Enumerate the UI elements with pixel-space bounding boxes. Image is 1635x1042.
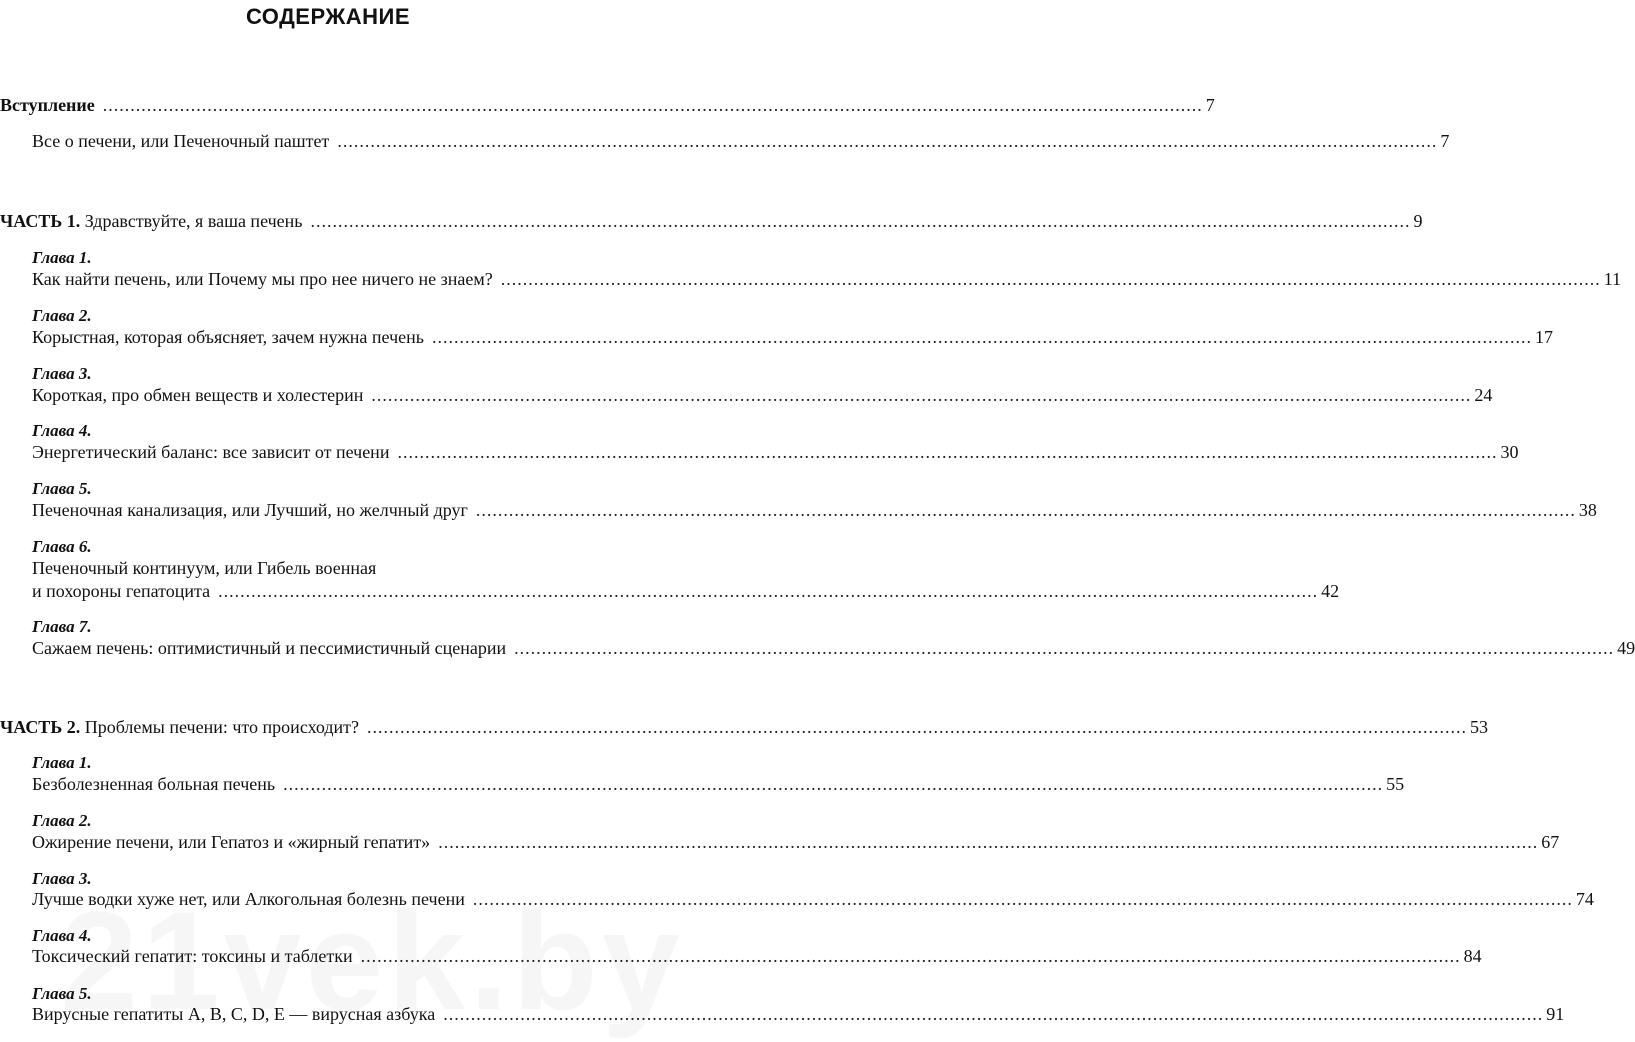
toc-entry-label: Здравствуйте, я ваша печень [84,211,303,231]
toc-entry-label: Как найти печень, или Почему мы про нее ничего не знаем? [32,269,493,289]
chapter-heading: Глава 5. [32,984,92,1003]
toc-entry[interactable] [32,269,1622,290]
chapter-heading: Глава 4. [32,926,92,945]
toc-entry-label: Ожирение печени, или Гепатоз и «жирный гепатит» [32,832,431,852]
toc-page-number: 11 [1603,269,1622,289]
dot-leader: ........................................................................................................................................................................................................ [514,638,1615,658]
toc-entry-label: Лучше водки хуже нет, или Алкогольная болезнь печени [32,889,465,909]
dot-leader: ........................................................................................................................................................................................................ [371,385,1472,405]
toc-page-number: 49 [1617,638,1635,658]
chapter-heading: Глава 5. [32,479,92,498]
dot-leader: ........................................................................................................................................................................................................ [337,131,1438,151]
toc-entry-label: Корыстная, которая объясняет, зачем нужна печень [32,327,424,347]
toc-entry-label: Вступление [0,95,95,115]
toc-entry[interactable] [32,946,1482,967]
toc-page-number: 42 [1321,581,1340,601]
toc-entry-intro[interactable] [0,95,1215,116]
toc-page-number: 7 [1205,95,1215,115]
dot-leader: ........................................................................................................................................................................................................ [102,95,1203,115]
toc-entry-label: Токсический гепатит: токсины и таблетки [32,946,353,966]
toc-entry[interactable] [32,131,1450,152]
toc-part-2[interactable] [0,717,1489,738]
toc-entry[interactable] [32,581,1340,602]
toc-entry[interactable] [32,638,1635,659]
toc-page-number: 67 [1541,832,1560,852]
toc-part-1[interactable] [0,211,1423,232]
toc-entry-label: Безболезненная больная печень [32,774,276,794]
part-number: ЧАСТЬ 2. [0,717,81,737]
chapter-heading: Глава 7. [32,617,92,636]
dot-leader: ........................................................................................................................................................................................................ [475,500,1576,520]
toc-part-heading [0,211,303,232]
dot-leader: ........................................................................................................................................................................................................ [431,327,1532,347]
toc-page-number: 55 [1386,774,1405,794]
toc-entry[interactable] [32,500,1597,521]
toc-page-number: 74 [1575,889,1594,909]
toc-entry-label: Короткая, про обмен веществ и холестерин [32,385,364,405]
dot-leader: ........................................................................................................................................................................................................ [360,946,1461,966]
chapter-heading: Глава 3. [32,869,92,888]
dot-leader: ........................................................................................................................................................................................................ [438,832,1539,852]
chapter-heading: Глава 1. [32,753,92,772]
toc-entry-label-line[interactable]: Печеночный континуум, или Гибель военная [32,558,377,578]
toc-page-number: 24 [1474,385,1493,405]
dot-leader: ........................................................................................................................................................................................................ [367,717,1468,737]
dot-leader: ........................................................................................................................................................................................................ [283,774,1384,794]
toc-entry-label: Печеночная канализация, или Лучший, но желчный друг [32,500,468,520]
chapter-heading: Глава 4. [32,421,92,440]
toc-entry-label: Энергетический баланс: все зависит от печени [32,442,390,462]
toc-entry[interactable] [32,889,1594,910]
chapter-heading: Глава 2. [32,306,92,325]
dot-leader: ........................................................................................................................................................................................................ [500,269,1601,289]
toc-entry[interactable] [32,774,1405,795]
dot-leader: ........................................................................................................................................................................................................ [310,211,1411,231]
toc-entry-label: Проблемы печени: что происходит? [84,717,360,737]
toc-page-number: 7 [1440,131,1450,151]
toc-page-number: 17 [1534,327,1553,347]
toc-part-heading [0,717,359,738]
toc-entry-label: Вирусные гепатиты A, B, C, D, E — вирусная азбука [32,1004,436,1024]
toc-page-number: 30 [1500,442,1519,462]
dot-leader: ........................................................................................................................................................................................................ [397,442,1498,462]
toc-page-number: 53 [1470,717,1489,737]
toc-entry[interactable] [32,1004,1565,1025]
chapter-heading: Глава 2. [32,811,92,830]
dot-leader: ........................................................................................................................................................................................................ [218,581,1319,601]
toc-page-number: 9 [1413,211,1423,231]
toc-entry-label: Все о печени, или Печеночный паштет [32,131,330,151]
dot-leader: ........................................................................................................................................................................................................ [443,1004,1544,1024]
part-number: ЧАСТЬ 1. [0,211,81,231]
chapter-heading: Глава 1. [32,248,92,267]
page-title: СОДЕРЖАНИЕ [245,4,411,29]
chapter-heading: Глава 6. [32,537,92,556]
toc-entry[interactable] [32,385,1493,406]
toc-page-number: 91 [1546,1004,1565,1024]
toc-page-number: 38 [1578,500,1597,520]
toc-page-number: 84 [1463,946,1482,966]
toc-entry-label: и похороны гепатоцита [32,581,211,601]
toc-entry[interactable] [32,327,1553,348]
toc-entry[interactable] [32,442,1519,463]
chapter-heading: Глава 3. [32,364,92,383]
dot-leader: ........................................................................................................................................................................................................ [472,889,1573,909]
toc-entry[interactable] [32,832,1560,853]
toc-entry-label: Сажаем печень: оптимистичный и пессимистичный сценарии [32,638,507,658]
